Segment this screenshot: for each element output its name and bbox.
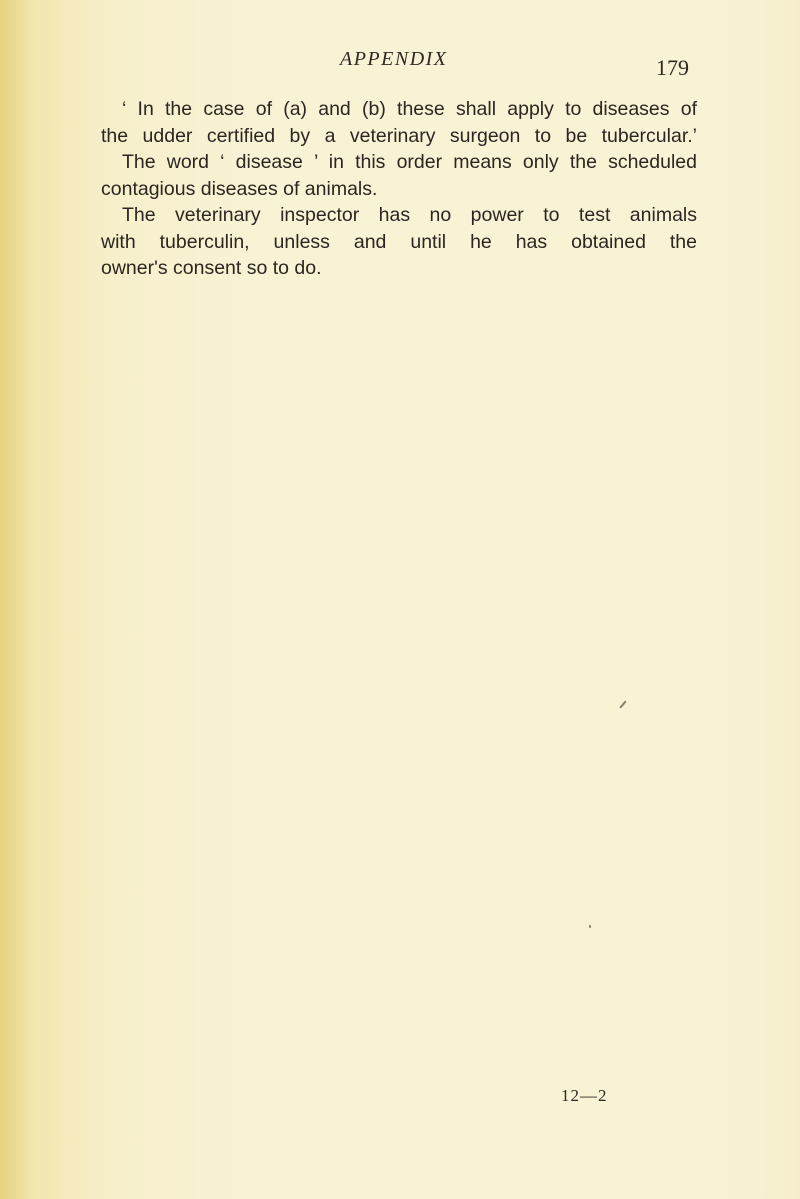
text-line: contagious diseases of animals. <box>101 177 378 200</box>
gutter-shadow <box>0 0 32 1199</box>
signature-mark: 12—2 <box>561 1086 608 1105</box>
paper-speck <box>619 700 626 708</box>
text-line: The veterinary inspector has no power to test animals <box>122 204 697 226</box>
paper-speck <box>589 925 591 928</box>
body-text <box>101 96 697 282</box>
text-line: owner's consent so to do. <box>101 257 322 279</box>
page-number: 179 <box>656 55 689 80</box>
text-line: ‘ In the case of (a) and (b) these shall apply to diseases of <box>122 98 697 120</box>
text-line: the udder certified by a veterinary surgeon to be tubercular.’ <box>101 124 697 147</box>
text-line: The word ‘ disease ’ in this order means only the scheduled <box>122 151 697 173</box>
running-head: APPENDIX <box>340 48 448 70</box>
text-line: with tuberculin, unless and until he has obtained the <box>101 230 697 253</box>
